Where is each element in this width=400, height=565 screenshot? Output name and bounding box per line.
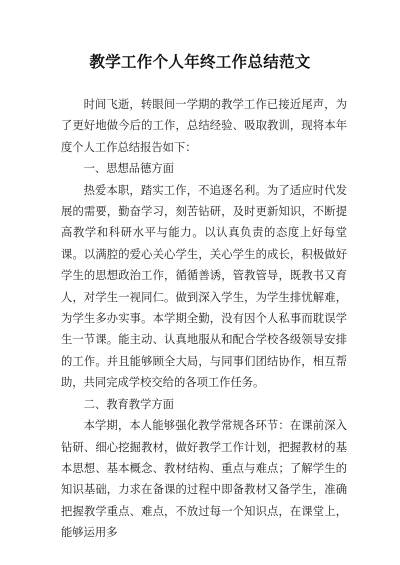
section-paragraph-moral: 热爱本职，踏实工作，不追逐名利。为了适应时代发展的需要，勤奋学习，刻苦钻研，及时更新知识，不断提高教学和科研水平与能力。以认真负责的态度上好每堂课。以满腔的爱心关心学生，关心学生的成长，积极做好学生的思想政治工作，循循善诱，管教管导，既教书又育人，对学生一视同仁。做到深入学生，为学生排忧解难，为学生多办实事。本学期全勤，没有因个人私事而耽误学生一节课。能主动、认真地服从和配合学校各级领导安排的工作。并且能够顾全大局，与同事们团结协作，相互帮助，共同完成学校交给的各项工作任务。 [61, 183, 347, 390]
section-paragraph-teaching: 本学期，本人能够强化教学常规各环节：在课前深入钻研、细心挖掘教材，做好教学工作计划，把握教材的基本思想、基本概念、教材结构、重点与难点；了解学生的知识基础，力求在备课的过程中即备教材又备学生，准确把握教学重点、难点，不放过每一个知识点，在课堂上，能够运用多 [61, 419, 347, 540]
section-heading-moral: 一、思想品德方面 [83, 162, 174, 176]
document-title: 教学工作个人年终工作总结范文 [89, 53, 311, 71]
document-body [61, 94, 347, 544]
intro-paragraph: 时间飞逝，转眼间一学期的教学工作已接近尾声，为了更好地做今后的工作，总结经验、吸取教训，现将本年度个人工作总结报告如下： [61, 98, 347, 154]
section-heading-teaching: 二、教育教学方面 [83, 397, 174, 411]
